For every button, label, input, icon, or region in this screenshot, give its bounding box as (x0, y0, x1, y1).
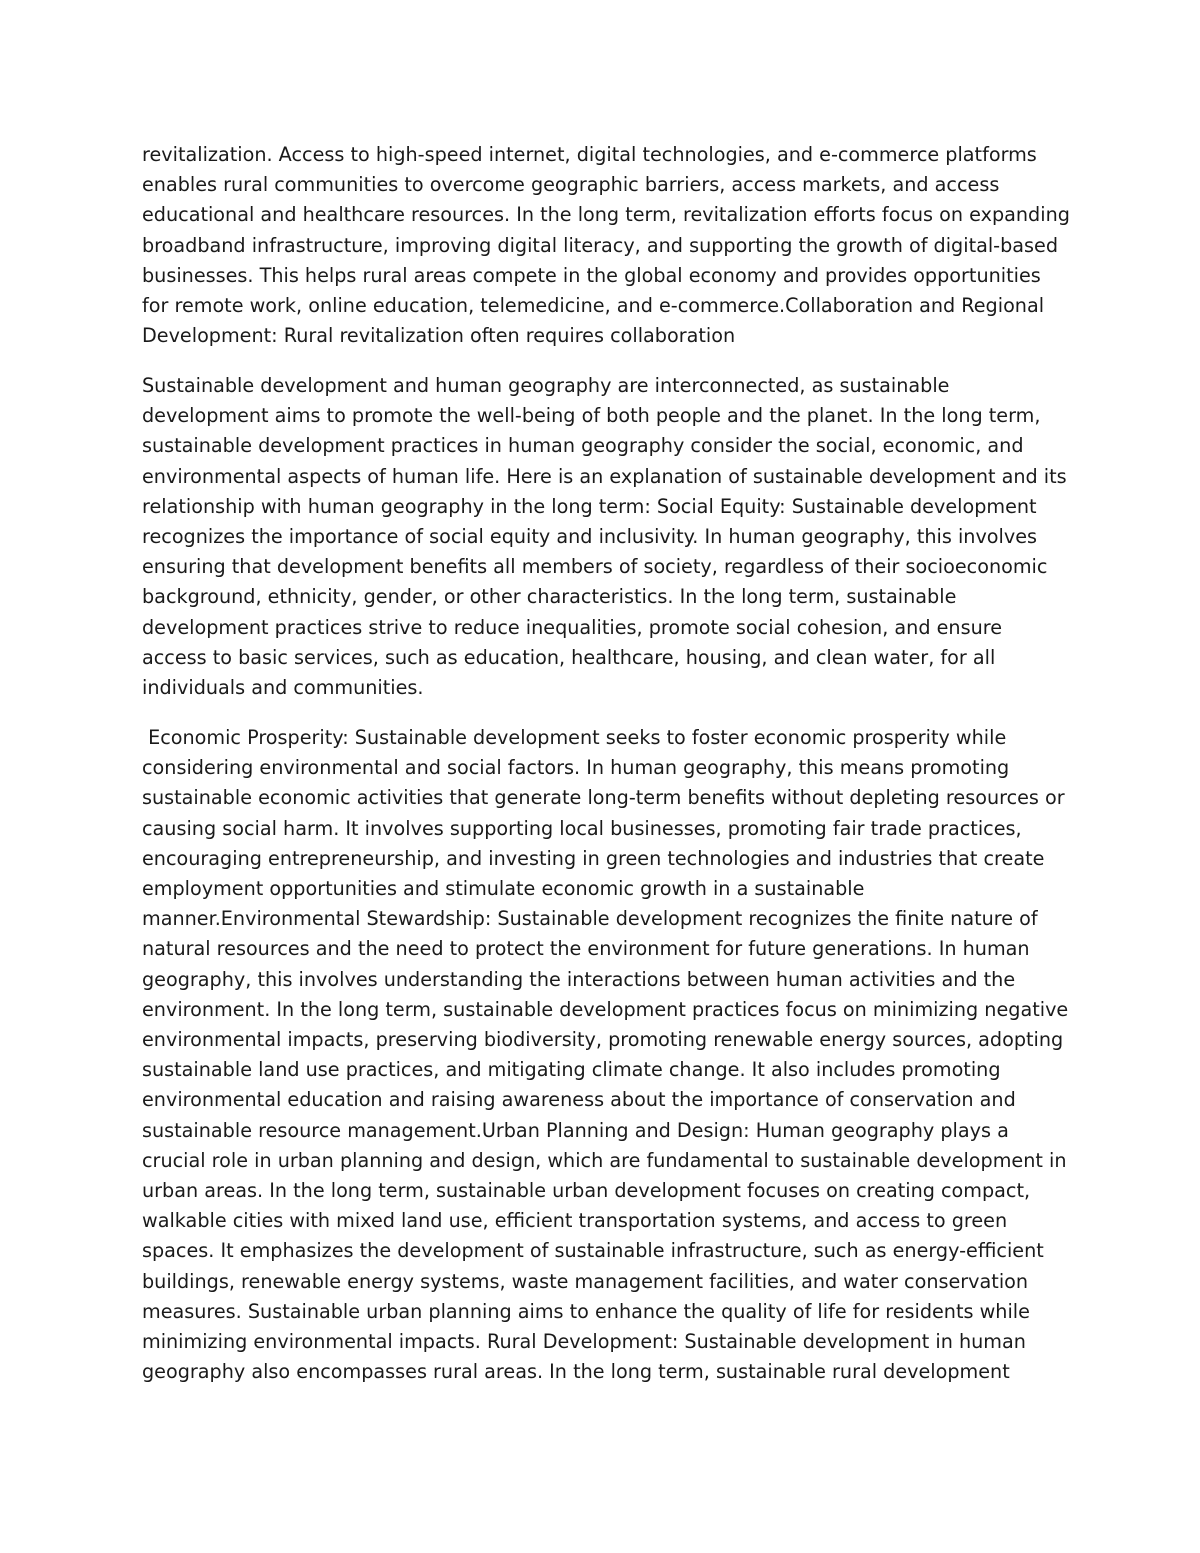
text-line: urban areas. In the long term, sustainable urban development focuses on creating compact, (142, 1179, 1031, 1203)
text-line: sustainable economic activities that generate long-term benefits without depleting resources or (142, 786, 1065, 810)
text-line: natural resources and the need to protect the environment for future generations. In human (142, 937, 1030, 961)
text-line: sustainable land use practices, and mitigating climate change. It also includes promoting (142, 1058, 1001, 1082)
text-line: employment opportunities and stimulate economic growth in a sustainable (142, 877, 865, 901)
text-line: environmental aspects of human life. Here is an explanation of sustainable development and its (142, 464, 1067, 488)
text-line: Economic Prosperity: Sustainable development seeks to foster economic prosperity while (142, 726, 1007, 749)
text-line: sustainable resource management.Urban Planning and Design: Human geography plays a (142, 1118, 1009, 1142)
text-line: minimizing environmental impacts. Rural Development: Sustainable development in human (142, 1330, 1026, 1354)
text-line: geography also encompasses rural areas. In the long term, sustainable rural development (142, 1360, 1010, 1384)
text-line: measures. Sustainable urban planning aims to enhance the quality of life for residents while (142, 1299, 1030, 1323)
text-line: educational and healthcare resources. In the long term, revitalization efforts focus on expanding (142, 203, 1070, 227)
text-line: geography, this involves understanding the interactions between human activities and the (142, 967, 1016, 991)
text-line: manner.Environmental Stewardship: Sustainable development recognizes the finite nature of (142, 907, 1038, 931)
text-line: relationship with human geography in the long term: Social Equity: Sustainable development (142, 494, 1037, 518)
text-line: for remote work, online education, telemedicine, and e-commerce.Collaboration and Regional (142, 294, 1045, 318)
text-line: recognizes the importance of social equity and inclusivity. In human geography, this involves (142, 525, 1038, 549)
text-line: enables rural communities to overcome geographic barriers, access markets, and access (142, 173, 1000, 197)
text-line: buildings, renewable energy systems, waste management facilities, and water conservation (142, 1269, 1029, 1293)
text-line: background, ethnicity, gender, or other characteristics. In the long term, sustainable (142, 585, 957, 609)
text-line: development aims to promote the well-being of both people and the planet. In the long term, (142, 404, 1041, 428)
text-line: ensuring that development benefits all members of society, regardless of their socioeconomic (142, 555, 1048, 579)
text-line: broadband infrastructure, improving digital literacy, and supporting the growth of digital-based (142, 233, 1059, 257)
text-line: development practices strive to reduce inequalities, promote social cohesion, and ensure (142, 615, 1003, 639)
paragraph-sustainable-development (142, 371, 1082, 703)
text-line: revitalization. Access to high-speed internet, digital technologies, and e-commerce platforms (142, 143, 1037, 166)
text-line: causing social harm. It involves supporting local businesses, promoting fair trade practices, (142, 816, 1022, 840)
text-line: considering environmental and social factors. In human geography, this means promoting (142, 756, 1010, 780)
text-line: environment. In the long term, sustainable development practices focus on minimizing negative (142, 997, 1069, 1021)
text-line: spaces. It emphasizes the development of sustainable infrastructure, such as energy-efficient (142, 1239, 1044, 1263)
text-line: individuals and communities. (142, 676, 424, 700)
text-line: environmental education and raising awareness about the importance of conservation and (142, 1088, 1016, 1112)
paragraph-economic-prosperity (142, 723, 1082, 1387)
text-line: access to basic services, such as education, healthcare, housing, and clean water, for all (142, 645, 996, 669)
text-line: environmental impacts, preserving biodiversity, promoting renewable energy sources, adopting (142, 1028, 1064, 1052)
paragraph-rural-revitalization (142, 140, 1082, 351)
text-line: walkable cities with mixed land use, efficient transportation systems, and access to green (142, 1209, 1008, 1233)
text-line: Sustainable development and human geography are interconnected, as sustainable (142, 374, 950, 397)
text-line: encouraging entrepreneurship, and investing in green technologies and industries that create (142, 846, 1045, 870)
text-line: sustainable development practices in human geography consider the social, economic, and (142, 434, 1024, 458)
text-line: businesses. This helps rural areas compete in the global economy and provides opportunities (142, 263, 1041, 287)
text-line: crucial role in urban planning and design, which are fundamental to sustainable development in (142, 1148, 1067, 1172)
text-line: Development: Rural revitalization often requires collaboration (142, 324, 736, 348)
